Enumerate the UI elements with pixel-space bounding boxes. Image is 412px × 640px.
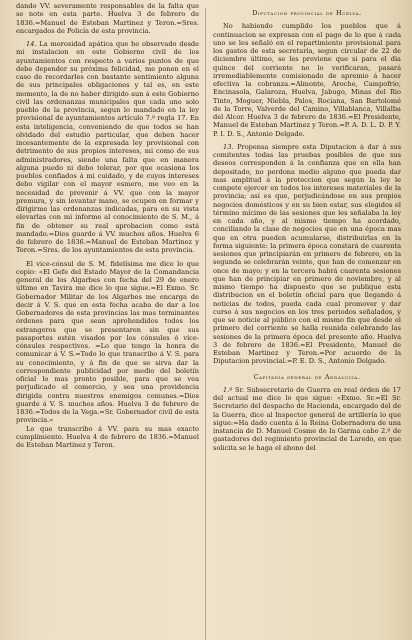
capitania-number: 1.º (223, 385, 233, 394)
text-columns (0, 2, 412, 640)
top-fragment: dando VV. severamente responsables de la falta que se note en esta parte. Huelva 3 de febrero de 1836.=Manuel de Esteban Martinez y Teron.=Sres. encargados de Policía de esta provincia. (16, 2, 199, 35)
diputacion-notice-1: No habiendo cumplido los pueblos que á continuacion se expresan con el pago de lo que á cada uno se les señaló en el repartimiento provisional para los gastos de esta secretaría, segun circular de 22 de diciembre último, se les previene que si para el dia quince del corriente no lo verificaran, pasará irremediablemente comisionado de apremio á hacer efectiva la cobranza.=Almonte, Aroche, Campofrio, Encinasola, Galaroza, Huelva, Jabugo, Minas del Rio Tinto, Moguer, Niebla, Palos, Rociana, San Bartolomé de la Torre, Valverde del Camino, Villablanca, Villalba del Alcor. Huelva 3 de febrero de 1836.=El Presidente, Manuel de Esteban Martinez y Teron.=P. A. D. L. D. P. Y. P. I. D. S., Antonio Delgado. (213, 22, 401, 138)
vice-consul-dispatch: El vice-cónsul de S. M. fidelísima me dice lo que copio: «El Gefe del Estado Mayor de la Comandancia general de los Algarbes con fecha del 29 de enero último en Tavira me dice lo que sigue.=El Exmo. Sr. Gobernador Militar de los Algarbes me encarga de decir á V. S. que en esta fecha acaba de dar a los Gobernadores de esta provincias las mas terminantes órdenes para que sean aprehendidos todos los estrangeros que se presentaren sin que sus pasaportes estén visados por los cónsules ó vice-cónsules respectivos. =Lo que tengo la honra de comunicar á V. S.=Todo lo que transcribo á V. S. para su conocimiento, y á fin de que se sirva dar la correspondiente publicidad por medio del boletín oficial lo mas pronto posible, para que se vea perjudicado el comercio, y sea una providencia dirigida contra nuestros enemigos comunes.=Dios guarde á V. S. muchos años. Huelva 3 de febrero de 1836.=Todos de la Vega.=Sr. Gobernador civil de esta provincia.» (16, 259, 199, 425)
right-column (213, 2, 401, 640)
notice-2-number: 13. (223, 142, 234, 151)
left-column (16, 2, 199, 640)
section-14-number: 14. (26, 40, 37, 48)
section-14 (16, 40, 199, 255)
capitania-notice (213, 386, 401, 452)
capitania-text: Sr. Subsecretario de Guerra en real órden de 17 del actual me dice lo que sigue: «Exmo. Sr.=El Sr. Secretario del despacho de Hacienda, encargado del de la Guerra, dice al Inspector general de artillería lo que sigue:=Ha dado cuenta á la Reina Gobernadora de una instancia de D. Manuel Cosme de la Garma cabo 2.º de gastadores del regimiento provincial de Laredo, en que solicita se le haga el abono del (213, 385, 401, 452)
heading-capitania: Capitanía general de Andalucía. (253, 372, 361, 381)
section-14-text: La morosidad apática que he observado desde mi instalacion en este Gobierno civil de los ayuntamientos con respecto a varios puntos de que debe depender su próxima felicidad, me ponen en el caso de recordarles con bastante sentimiento alguna de sus principales obligaciones y tal es, en este momento, la de no haber dirigido aun á este Gobierno civil las ordenanzas municipales que cada uno solo pueblo de la provincia, segun lo mandado en la ley provisional de ayuntamientos artículo 7.º regla 17. En esta inteligencia, conveniendo de que todos se han olvidado del estudio particular, que deben hacer incesantemente de la expresada ley provisional con detrimento de sus propios intereses, mi como de sus administradores, siendo una falta que en manera alguna puedo ni debo tolerar, por que ocasiona los pueblos confiados á mi cuidado, y de cuyos intereses debo vigilar con el mayor esmero, me veo en la necesidad de prevenir á VV. que con la mayor premura, y sin levantar mano, se ocupen en formar y dirigirme las ordenanzas indicadas, para en su vista elevarlas con mi informe al conocimiento de S. M., á fin de obtener su real aprobacion como está mandado.=Dios guarde á VV. muchos años. Huelva 6 de febrero de 1836.=Manuel de Esteban Martinez y Teron.=Sres. de los ayuntamientos de esta provincia. (16, 40, 199, 255)
diputacion-notice-2 (213, 143, 401, 366)
closing-paragraph: Lo que transcribo á VV. para su mas exacto cumplimiento. Huelva 4 de febrero de 1836.=Manuel de Esteban Martinez y Teron. (16, 424, 199, 449)
notice-2-text: Propensa siempre esta Diputacion á dar á sus comitentes todas las pruebas posibles de que sus deseos corresponden á la confianza que en ella han depositado, no perdona medio alguno que pueda dar mas amplitud á la proteccion que según la ley le compete ejercer en todos los intereses materiales de la provincia; así es que, perjudicándose en sus propios negocios domésticos y en su bien estar, sus elegidos el término mícimo de las sesiones que les señalaba la ley en cada año, y al mismo tiempo ha acordado, conciliando la clase de negocios que en una época mas que en otra pueden acumularse, distribuirlas en la forma siguiente: la primera época constará de cuarenta sesiones que principiarán en primero de febrero, en la segunda se celebrarán veinte, que han de comenzar en once de mayo; y en la tercera habrá cuarenta sesiones que han de principiar en primero de noviembre, y al mismo tiempo ha dispuesto que se publique esta distribucion en el boletín oficial para que llegando á noticias de todos, pueda cada cual promover y dar curso á sus negocios en los tres periodos señalados, y que se noticie al público con el mismo fin que desde el primero del corriente se halla reunida celebrando las sesiones de la primera época del presente año. Huelva 3 de febrero de 1836.=El Presidente, Manuel de Esteban Martinez y Teron.=Por acuerdo de la Diputacion provincial.=P. E. D. S., Antonio Delgado. (213, 142, 401, 366)
heading-diputacion: Diputacion provincial de Huelva. (252, 9, 362, 17)
column-divider (205, 8, 206, 640)
